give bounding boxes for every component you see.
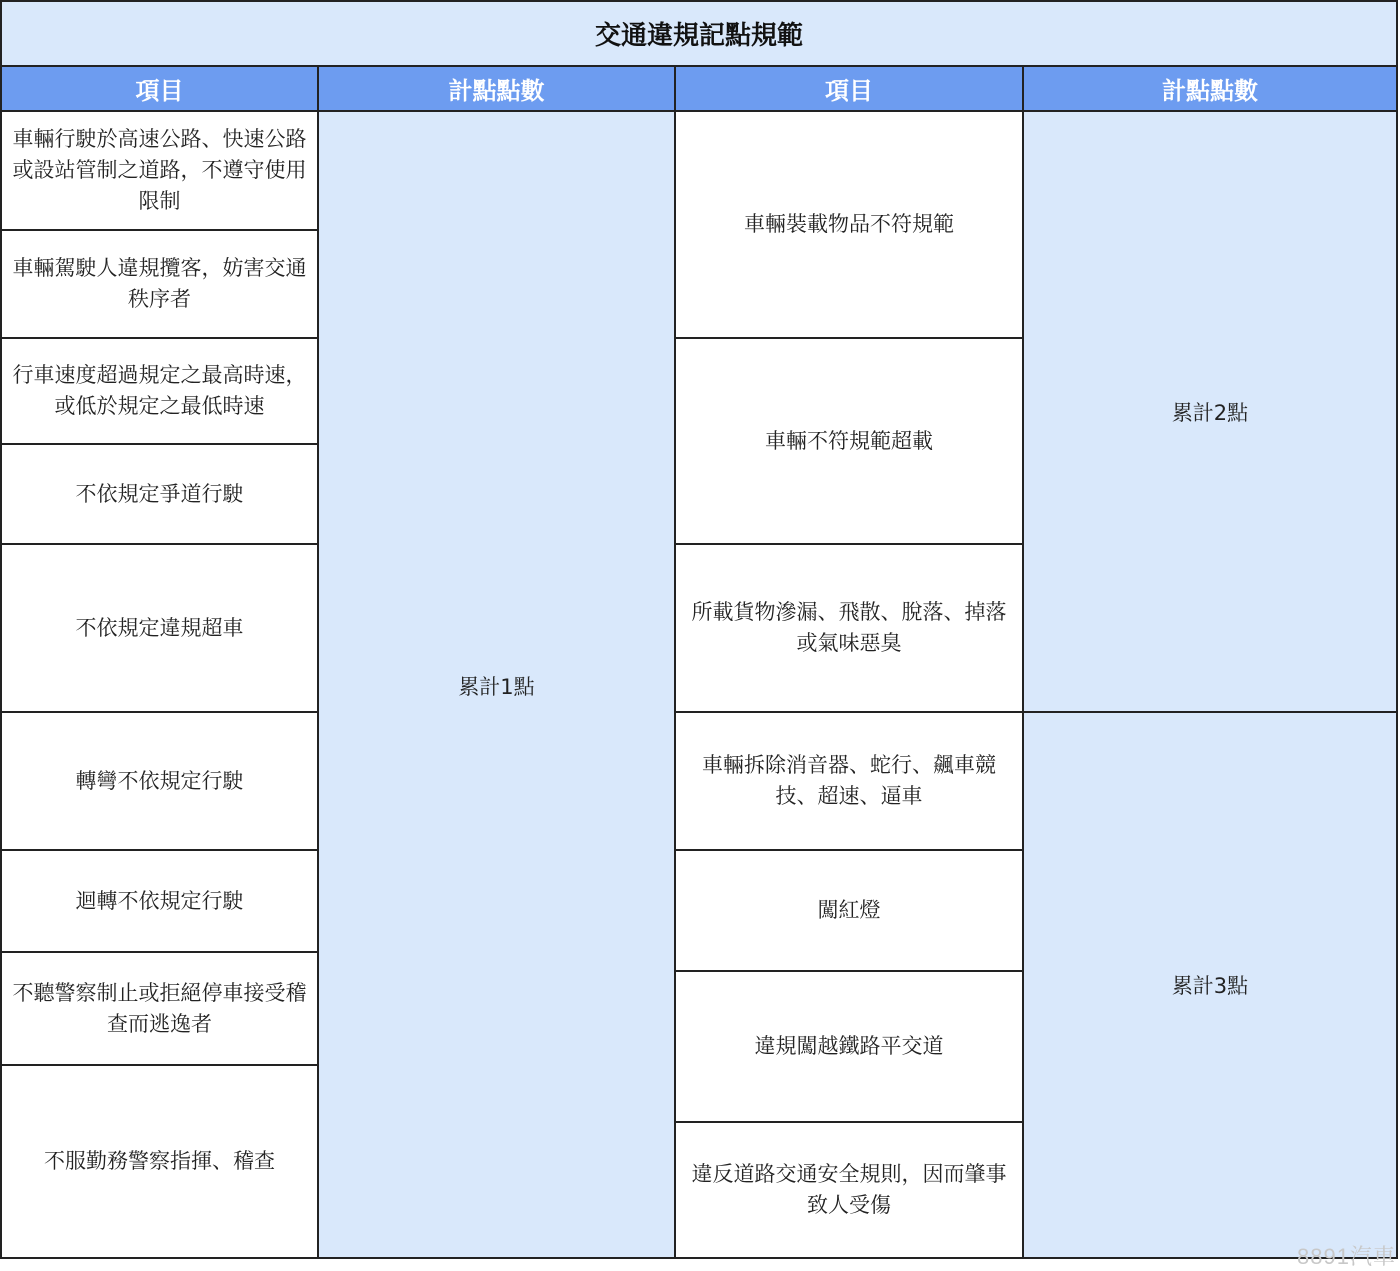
points-cell-2 (1024, 112, 1396, 711)
header-row (2, 67, 1396, 112)
table-row: 闖紅燈 (676, 851, 1022, 972)
table-row: 車輛拆除消音器、蛇行、飆車競技、超速、逼車 (676, 713, 1022, 851)
left-item-column (2, 112, 317, 1257)
points-label-3: 累計3點 (1171, 974, 1249, 998)
points-label-2: 累計2點 (1171, 400, 1249, 425)
header-points-right: 計點點數 (1162, 77, 1258, 105)
table-row: 不服勤務警察指揮、稽查 (2, 1066, 317, 1257)
table-row: 車輛行駛於高速公路、快速公路或設站管制之道路，不遵守使用限制 (2, 112, 317, 231)
table-row: 轉彎不依規定行駛 (2, 713, 317, 851)
table-row: 車輛駕駛人違規攬客，妨害交通秩序者 (2, 231, 317, 339)
table-row: 違規闖越鐵路平交道 (676, 972, 1022, 1123)
table-row: 迴轉不依規定行駛 (2, 851, 317, 953)
table-row: 行車速度超過規定之最高時速，或低於規定之最低時速 (2, 339, 317, 445)
points-label-1: 累計1點 (458, 674, 535, 699)
table-row: 不依規定爭道行駛 (2, 445, 317, 545)
table-row: 車輛裝載物品不符規範 (676, 112, 1022, 339)
table-row: 不依規定違規超車 (2, 545, 317, 713)
header-item-right: 項目 (825, 77, 873, 105)
header-item-left: 項目 (135, 77, 184, 105)
right-item-column (676, 112, 1022, 1257)
table-row: 車輛不符規範超載 (676, 339, 1022, 545)
watermark-logo: 8891汽車 (1297, 1244, 1396, 1269)
table-row: 不聽警察制止或拒絕停車接受稽查而逃逸者 (2, 953, 317, 1066)
column-divider (674, 67, 676, 1257)
points-cell-3 (1024, 713, 1396, 1257)
points-cell-1 (319, 112, 674, 1257)
table-body (2, 112, 1396, 1257)
column-divider (1022, 67, 1024, 1257)
header-points-left: 計點點數 (448, 77, 545, 105)
table-title: 交通違規記點規範 (2, 2, 1396, 67)
table-row: 違反道路交通安全規則，因而肇事致人受傷 (676, 1123, 1022, 1257)
column-divider (317, 67, 319, 1257)
table-row: 所載貨物滲漏、飛散、脫落、掉落或氣味惡臭 (676, 545, 1022, 713)
